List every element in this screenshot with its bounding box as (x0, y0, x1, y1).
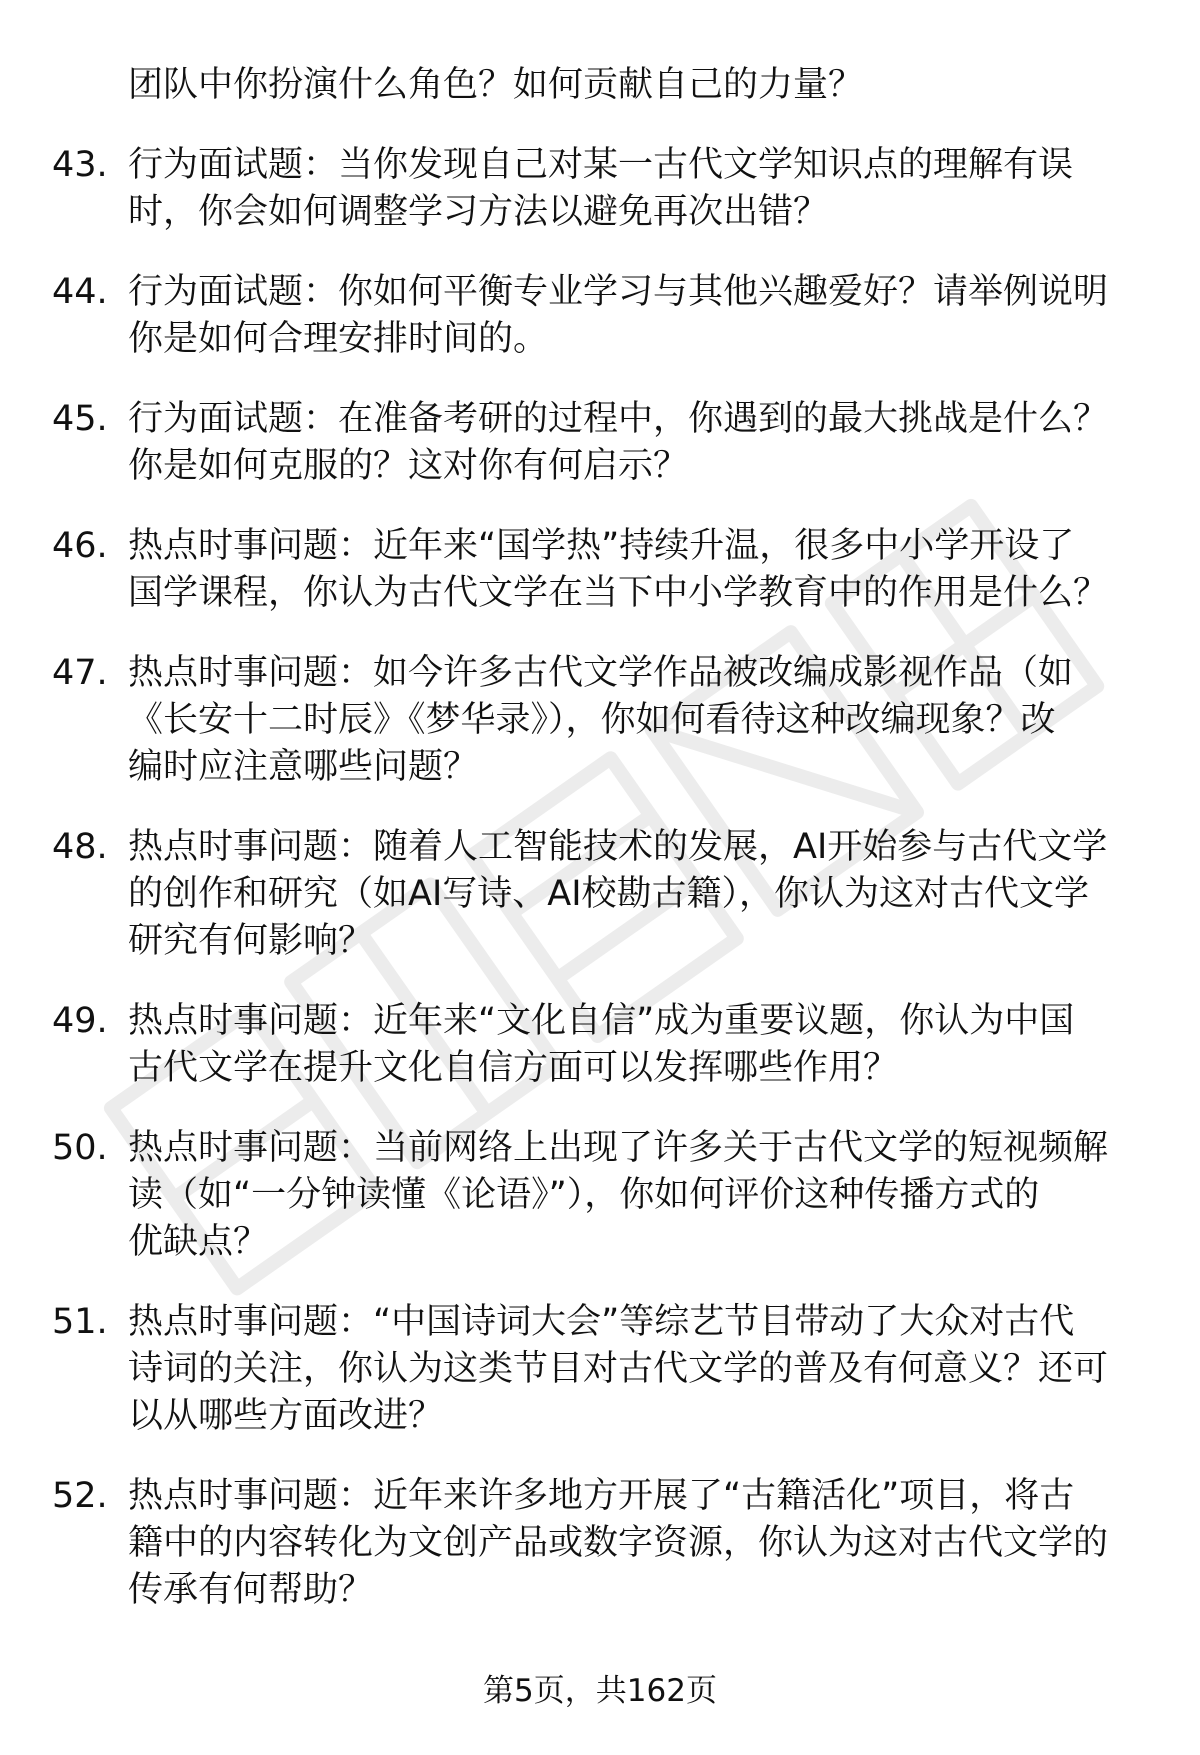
question-item-49 (0, 998, 1200, 1092)
question-number: 48. (52, 827, 108, 867)
question-line: 热点时事问题：“中国诗词大会”等综艺节目带动了大众对古代 (128, 1302, 1075, 1342)
question-item-51 (0, 1299, 1200, 1440)
question-number: 47. (52, 653, 108, 693)
question-item-45 (0, 396, 1200, 490)
question-line: 古代文学在提升文化自信方面可以发挥哪些作用？ (128, 1048, 899, 1088)
question-number: 43. (52, 145, 108, 185)
question-line: 国学课程，你认为古代文学在当下中小学教育中的作用是什么？ (128, 573, 1109, 613)
continuation-line: 团队中你扮演什么角色？如何贡献自己的力量？ (128, 65, 864, 105)
question-line: 《长安十二时辰》《梦华录》），你如何看待这种改编现象？改 (128, 700, 1056, 740)
question-number: 51. (52, 1302, 108, 1342)
question-line: 编时应注意哪些问题？ (128, 747, 479, 787)
question-number: 44. (52, 272, 108, 312)
question-line: 你是如何克服的？这对你有何启示？ (128, 446, 689, 486)
question-item-43 (0, 142, 1200, 236)
question-list (0, 62, 1200, 1614)
question-item-52 (0, 1473, 1200, 1614)
question-line: 你是如何合理安排时间的。 (128, 319, 549, 359)
question-item-47 (0, 650, 1200, 791)
question-number: 46. (52, 526, 108, 566)
question-number: 49. (52, 1001, 108, 1041)
question-line: 热点时事问题：近年来“国学热”持续升温，很多中小学开设了 (128, 526, 1075, 566)
question-item-46 (0, 523, 1200, 617)
question-line: 热点时事问题：近年来许多地方开展了“古籍活化”项目，将古 (128, 1476, 1075, 1516)
page-footer: 第5页，共162页 (483, 1673, 717, 1709)
question-line: 行为面试题：当你发现自己对某一古代文学知识点的理解有误 (128, 145, 1074, 185)
question-item-50 (0, 1125, 1200, 1266)
question-number: 50. (52, 1128, 108, 1168)
question-number: 45. (52, 399, 108, 439)
question-line: 读（如“一分钟读懂《论语》”），你如何评价这种传播方式的 (128, 1175, 1040, 1215)
question-line: 研究有何影响？ (128, 921, 374, 961)
question-item-48 (0, 824, 1200, 965)
question-line: 传承有何帮助？ (128, 1570, 374, 1610)
question-line: 的创作和研究（如AI写诗、AI校勘古籍），你认为这对古代文学 (128, 874, 1090, 914)
question-line: 以从哪些方面改进？ (128, 1396, 444, 1436)
question-line: 热点时事问题：随着人工智能技术的发展，AI开始参与古代文学 (128, 827, 1108, 867)
question-line: 热点时事问题：当前网络上出现了许多关于古代文学的短视频解 (128, 1128, 1109, 1168)
question-line: 热点时事问题：如今许多古代文学作品被改编成影视作品（如 (128, 653, 1074, 693)
question-line: 行为面试题：你如何平衡专业学习与其他兴趣爱好？请举例说明 (128, 272, 1109, 312)
question-line: 诗词的关注，你认为这类节目对古代文学的普及有何意义？还可 (128, 1349, 1109, 1389)
question-line: 行为面试题：在准备考研的过程中，你遇到的最大挑战是什么？ (128, 399, 1109, 439)
question-item-44 (0, 269, 1200, 363)
question-line: 优缺点？ (128, 1222, 269, 1262)
question-line: 时，你会如何调整学习方法以避免再次出错？ (128, 192, 829, 232)
question-line: 热点时事问题：近年来“文化自信”成为重要议题，你认为中国 (128, 1001, 1075, 1041)
question-line: 籍中的内容转化为文创产品或数字资源，你认为这对古代文学的 (128, 1523, 1109, 1563)
question-number: 52. (52, 1476, 108, 1516)
